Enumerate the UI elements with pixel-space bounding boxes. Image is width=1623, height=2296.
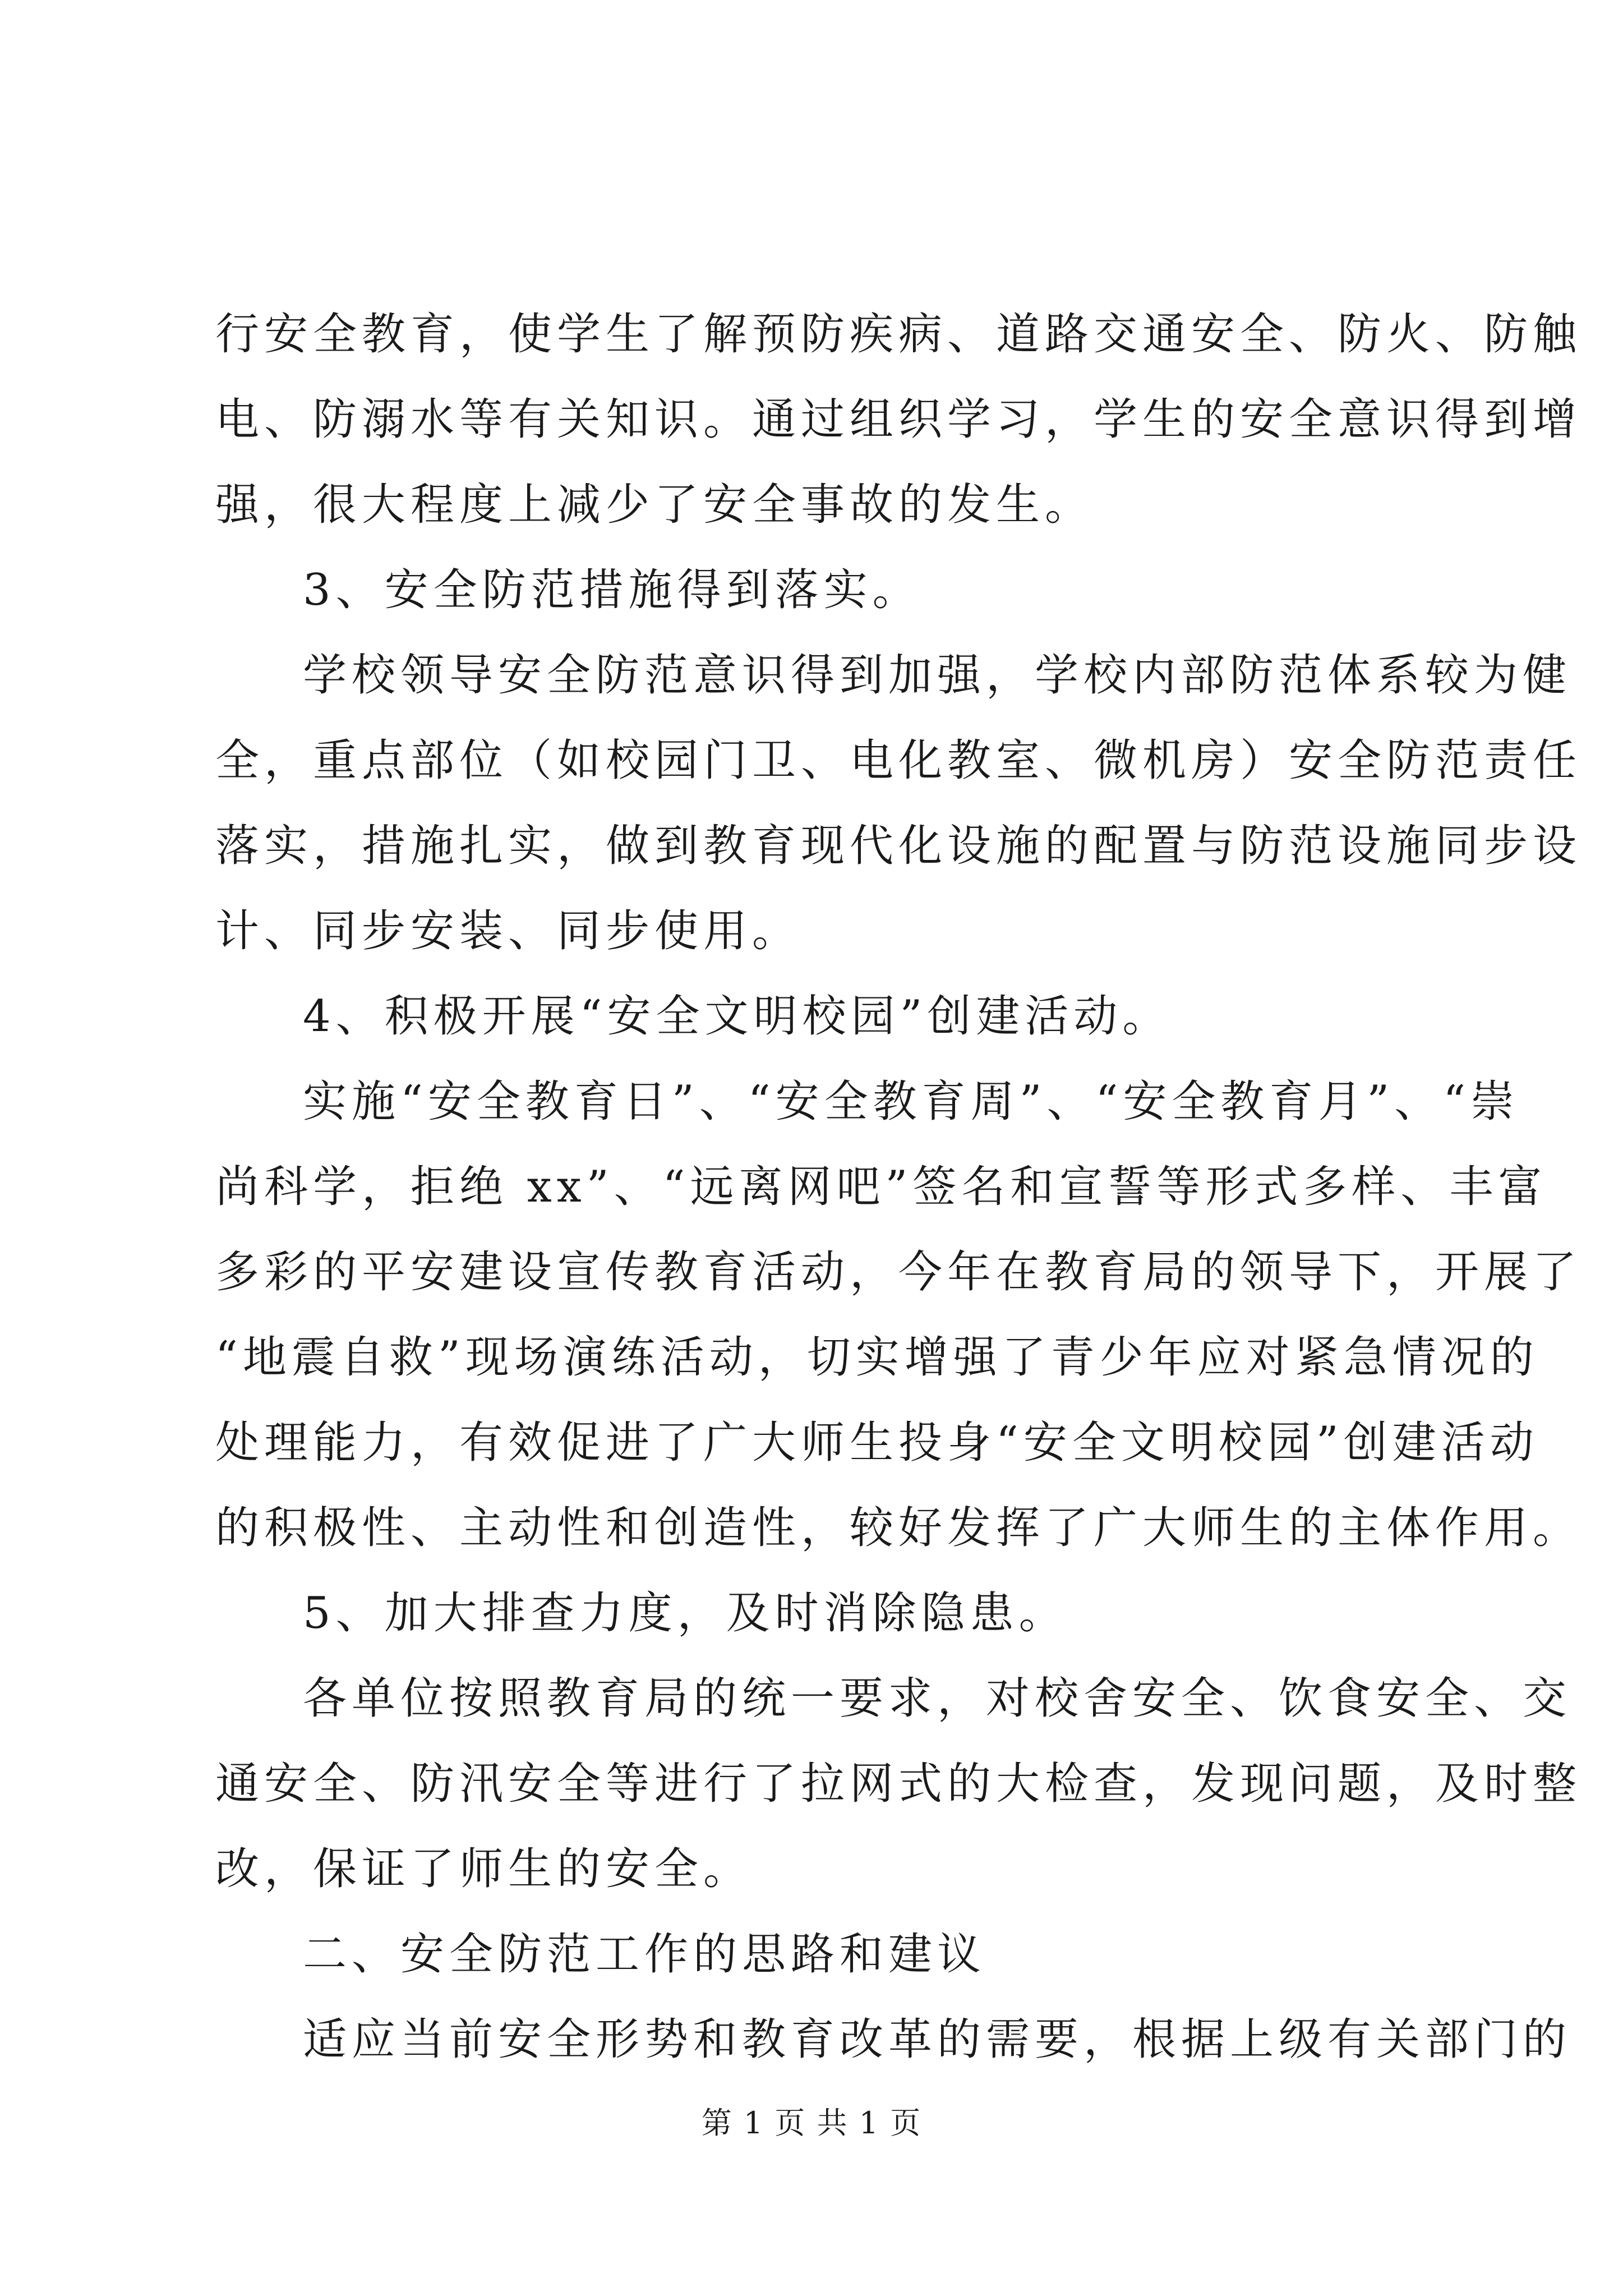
section-heading: 3、安全防范措施得到落实。 — [303, 565, 921, 615]
text-line: 多彩的平安建设宣传教育活动，今年在教育局的领导下，开展了 — [215, 1247, 1582, 1297]
text-line: 处理能力，有效促进了广大师生投身“安全文明校园”创建活动 — [215, 1418, 1539, 1468]
section-heading: 4、积极开展“安全文明校园”创建活动。 — [303, 991, 1172, 1042]
text-line: 改，保证了师生的安全。 — [215, 1844, 753, 1894]
text-line: 实施“安全教育日”、“安全教育周”、“安全教育月”、“崇 — [303, 1076, 1520, 1127]
text-line: 通安全、防汛安全等进行了拉网式的大检查，发现问题，及时整 — [215, 1759, 1582, 1809]
text-line: 计、同步安装、同步使用。 — [215, 906, 801, 956]
section-heading: 5、加大排查力度，及时消除隐患。 — [303, 1588, 1068, 1639]
section-heading: 二、安全防范工作的思路和建议 — [303, 1929, 986, 1980]
text-line: 强，很大程度上减少了安全事故的发生。 — [215, 480, 1094, 530]
text-line: 的积极性、主动性和创造性，较好发挥了广大师生的主体作用。 — [215, 1503, 1582, 1553]
page-footer: 第 1 页 共 1 页 — [701, 2105, 922, 2141]
text-line: 落实，措施扎实，做到教育现代化设施的配置与防范设施同步设 — [215, 821, 1582, 871]
text-line: “地震自救”现场演练活动，切实增强了青少年应对紧急情况的 — [215, 1332, 1539, 1383]
text-line: 各单位按照教育局的统一要求，对校舍安全、饮食安全、交 — [303, 1673, 1572, 1724]
text-line: 全，重点部位（如校园门卫、电化教室、微机房）安全防范责任 — [215, 735, 1582, 786]
text-line: 学校领导安全防范意识得到加强，学校内部防范体系较为健 — [303, 650, 1572, 701]
text-line: 行安全教育，使学生了解预防疾病、道路交通安全、防火、防触 — [215, 309, 1582, 360]
text-line: 尚科学，拒绝 xx”、“远离网吧”签名和宣誓等形式多样、丰富 — [215, 1162, 1547, 1212]
text-line: 电、防溺水等有关知识。通过组织学习，学生的安全意识得到增 — [215, 394, 1582, 445]
text-line: 适应当前安全形势和教育改革的需要，根据上级有关部门的 — [303, 2014, 1572, 2065]
